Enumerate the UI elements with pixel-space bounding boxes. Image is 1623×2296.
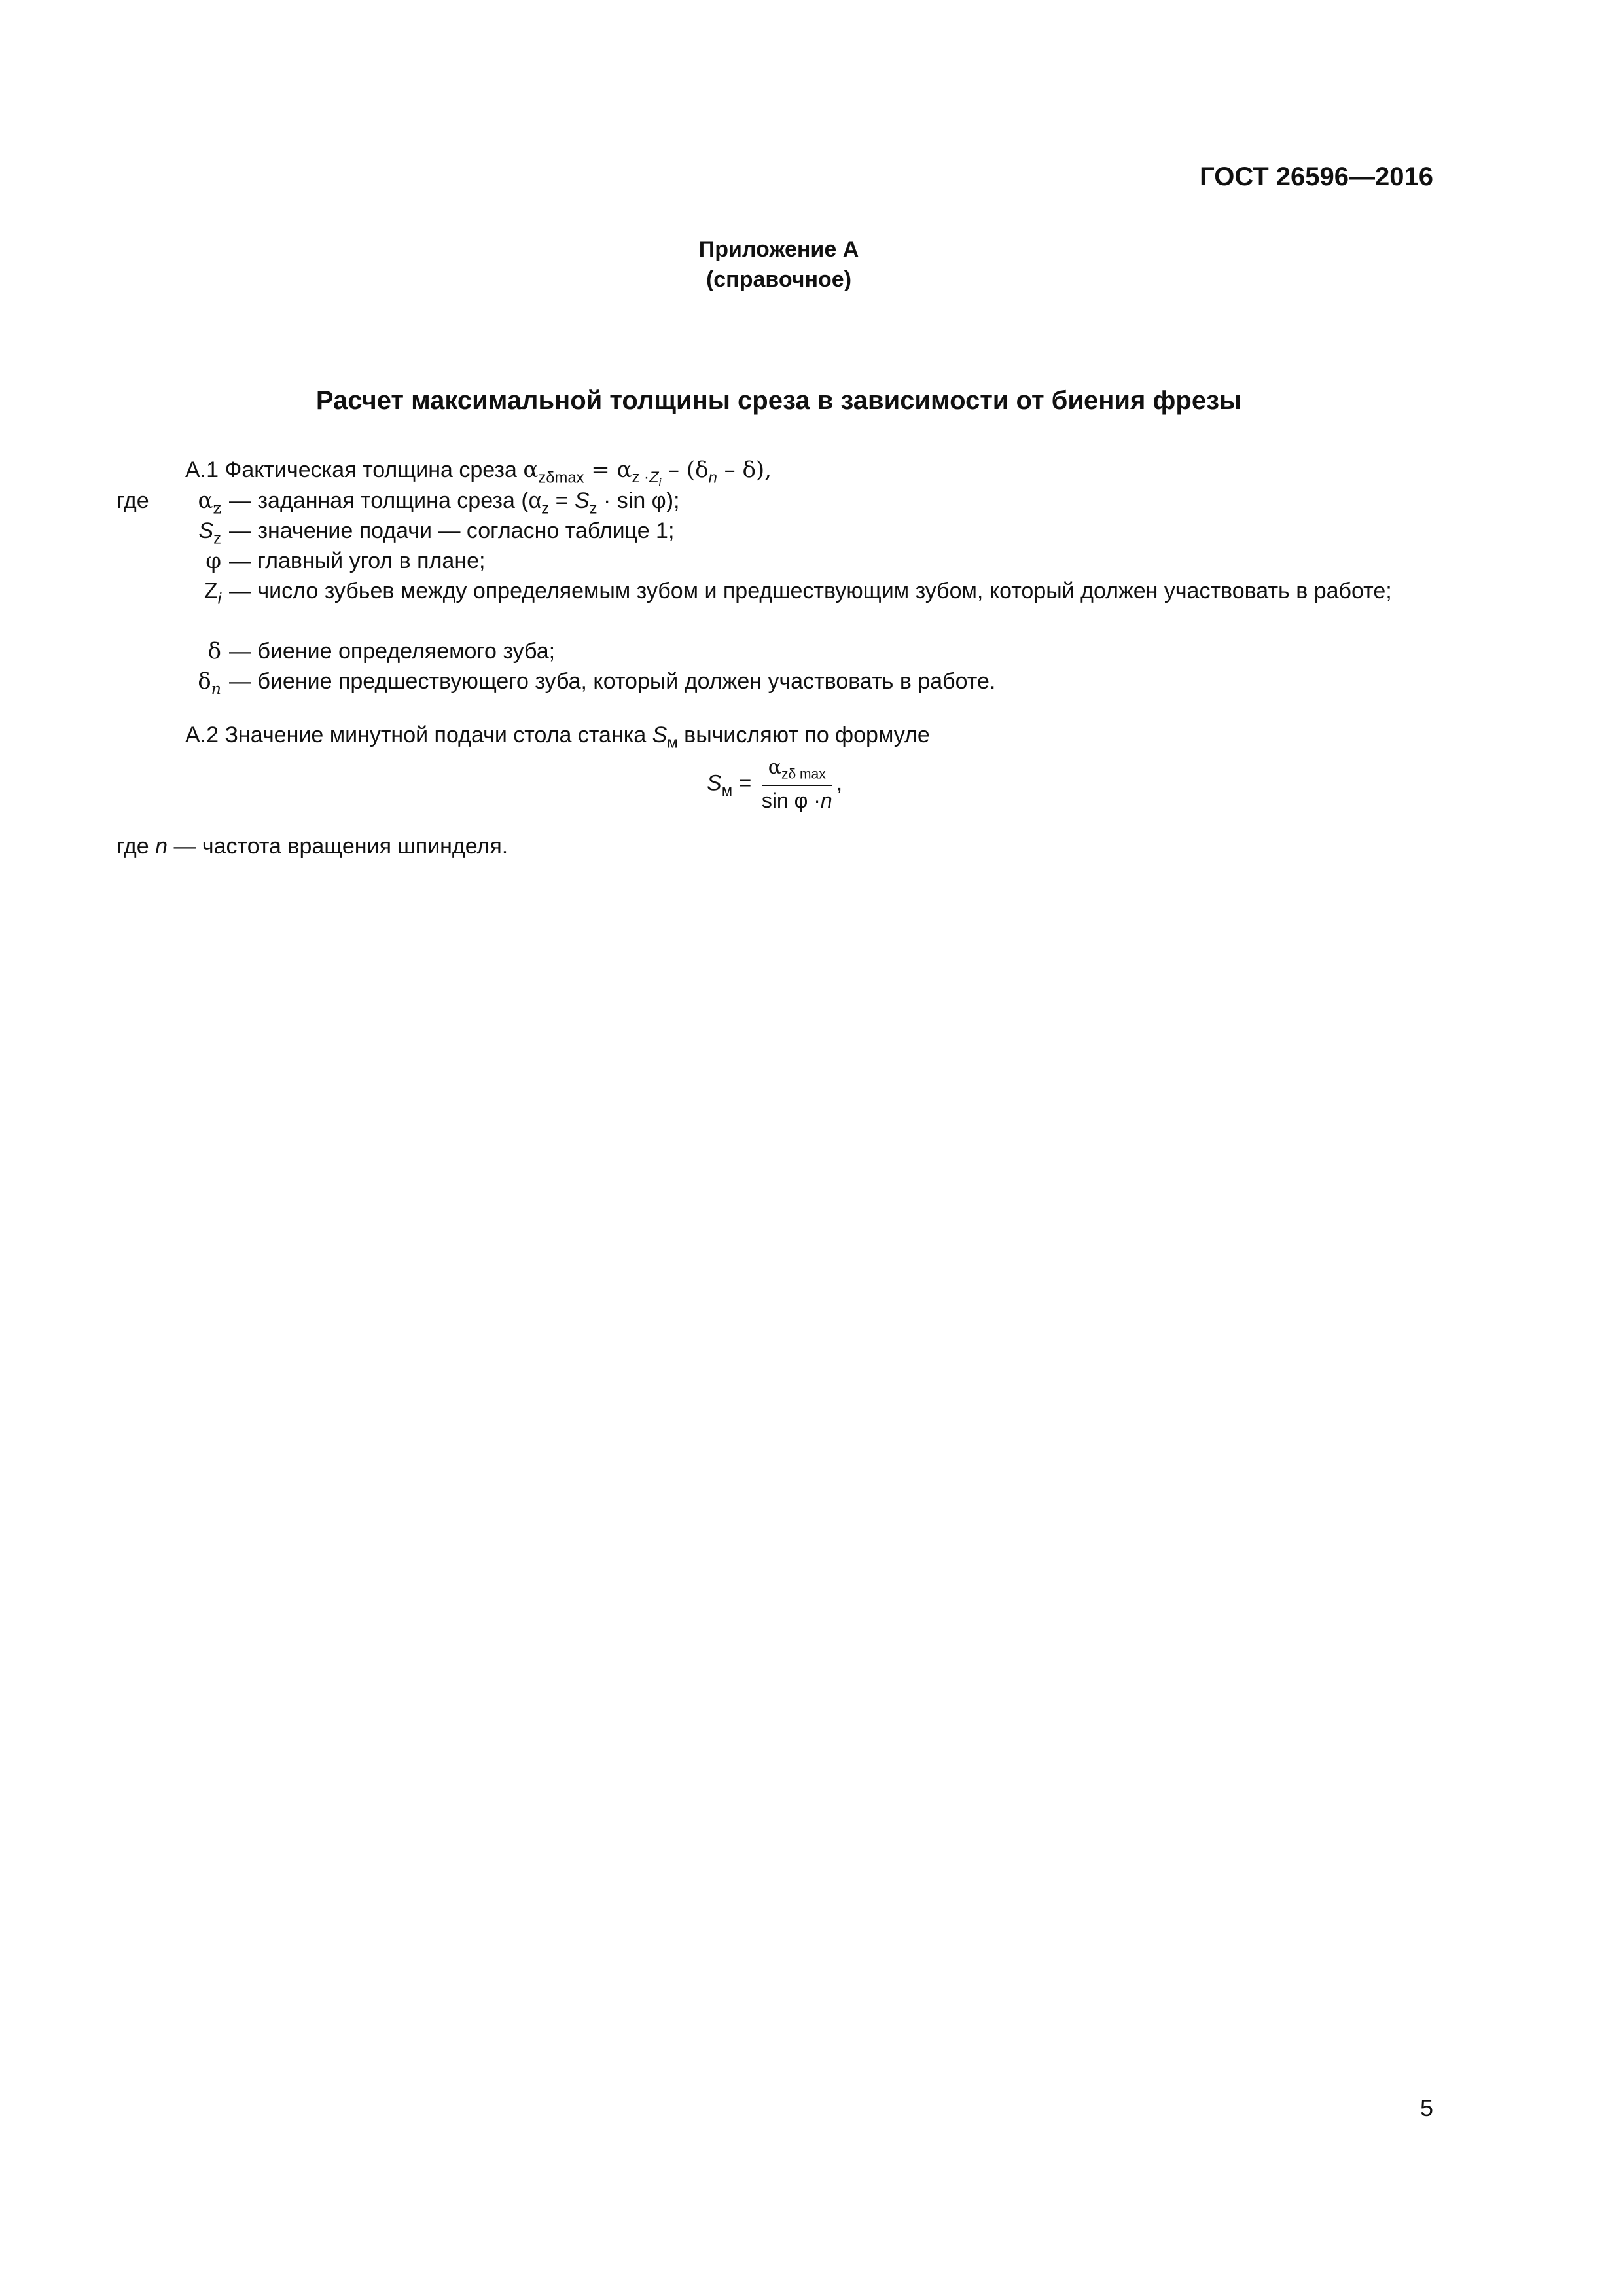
a1-lead: А.1 Фактическая толщина среза: [185, 457, 517, 482]
annex-heading: [0, 234, 1558, 295]
where2-prefix: где: [116, 834, 156, 859]
a1-formula-rest-sub: n: [708, 469, 717, 487]
formula2-eq: =: [732, 770, 758, 796]
def6-text: — биение предшествующего зуба, который должен участвовать в работе.: [229, 669, 996, 694]
annex-title: Приложение А: [698, 237, 859, 262]
formula2-numerator: $\alpha_{z\delta max}$: [762, 756, 832, 786]
formula-minute-feed: [707, 756, 842, 813]
def6-symbol: $\delta_n$: [198, 668, 221, 698]
where2-n: n: [155, 834, 168, 859]
formula2-denominator: sin φ ·n: [761, 789, 832, 813]
paragraph-a2: [185, 720, 930, 758]
a2-text: А.2 Значение минутной подачи стола станка: [185, 723, 652, 747]
def2-symbol: $S_z$: [198, 518, 221, 548]
a1-formula-rest: – (δ: [661, 457, 709, 483]
a1-formula-sub2: z ·: [632, 469, 649, 487]
a1-formula-sub3: Z: [649, 469, 659, 487]
a2-text-end: вычисляют по формуле: [677, 723, 930, 747]
def5-text: — биение определяемого зуба;: [229, 639, 556, 664]
formula2-lhs: S: [707, 770, 722, 796]
page-number: 5: [1420, 2094, 1434, 2121]
annex-subtitle: (справочное): [705, 267, 852, 292]
a2-symbol-sub: м: [667, 734, 678, 752]
def1-text: — заданная толщина среза $(\alpha_z = S_z \cdot \sin \varphi)$;: [229, 488, 680, 518]
where-n-line: [116, 831, 508, 861]
def3-text: — главный угол в плане;: [229, 548, 486, 573]
a1-formula-sub3i: i: [658, 476, 662, 490]
def4-symbol: $Z_i$: [204, 579, 221, 608]
formula2-fraction: [762, 756, 832, 813]
where2-text: — частота вращения шпинделя.: [168, 834, 508, 859]
where-label: где: [116, 488, 149, 513]
formula2-lhs-sub: м: [721, 781, 733, 800]
a1-formula-eq: = α: [584, 457, 632, 483]
def4-text: — число зубьев между определяемым зубом и предшествующим зубом, который должен участвовать в работе;: [229, 579, 1392, 603]
def3-symbol: φ: [205, 548, 221, 574]
document-code: ГОСТ 26596—2016: [1200, 162, 1433, 191]
def1-symbol: $\alpha_z$: [198, 488, 221, 518]
formula2-comma: ,: [836, 770, 843, 796]
a1-formula-lhs-sub: zδmax: [538, 469, 584, 487]
def5-symbol: δ: [207, 638, 221, 664]
def2-text: — значение подачи — согласно таблице 1;: [229, 518, 675, 543]
a2-symbol: S: [652, 723, 668, 747]
a1-formula-end: – δ),: [717, 457, 772, 483]
section-title: Расчет максимальной толщины среза в зависимости от биения фрезы: [315, 386, 1242, 415]
a1-formula-lhs: α: [523, 457, 539, 483]
